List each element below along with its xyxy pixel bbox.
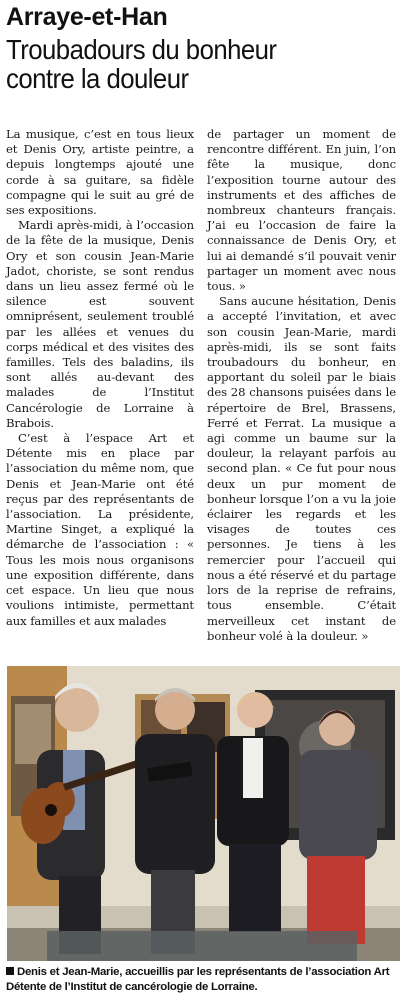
caption-text: Denis et Jean-Marie, accueillis par les représentants de l’association Art Détente de l’Institut de cancérologie de Lorraine. [6,966,390,993]
article-kicker: Arraye-et-Han [6,3,168,31]
paragraph: Mardi après-midi, à l’occasion de la fête de la musique, Denis Ory et son cousin Jean-Marie Jadot, choriste, se sont rendus dans un lieu assez fermé où le silence est souvent omniprésent, seulement troublé par les allées et venues du corps médical et des visites des familles. Tels des baladins, ils sont allés au-devant des malades de l’Institut Cancérologie de Lorraine à Brabois. [6,218,194,430]
photo-caption [6,965,402,994]
caption-square-icon [6,967,14,975]
article-photo [7,666,400,961]
headline-line-1: Troubadours du bonheur [6,34,277,65]
paragraph: Sans aucune hésitation, Denis a accepté l’invitation, et avec son cousin Jean-Marie, mardi après-midi, ils se sont faits troubadours du bonheur, en apportant du soleil par le biais des 28 chansons puisées dans le répertoire de Brel, Brassens, Ferré et Ferrat. La musique a agi comme un baume sur la douleur, la relayant parfois au second plan. « Ce fut pour nous deux un pur moment de bonheur lorsque l’on a vu la joie éclairer les regards et les visages de toutes ces personnes. Je tiens à les remercier pour l’accueil qui nous a été réservé et du partage lors de la reprise de refrains, tous ensemble. C’était merveilleux cet instant de bonheur volé à la douleur. » [207,294,396,643]
article-headline [6,35,369,93]
article-column-1 [6,127,194,629]
paragraph: La musique, c’est en tous lieux et Denis Ory, artiste peintre, a depuis longtemps ajouté une corde à sa guitare, sa fidèle compagne qui le suit au gré de ses expositions. [6,127,194,218]
paragraph: de partager un moment de rencontre différent. En juin, l’on fête la musique, donc l’exposition tourne autour des instruments et des affiches de nombreux chanteurs français. J’ai eu l’occasion de faire la connaissance de Denis Ory, et lui ai demandé s’il pouvait venir partager un moment avec nous tous. » [207,127,396,294]
headline-line-2: contre la douleur [6,63,189,94]
article-column-2 [207,127,396,644]
paragraph: C’est à l’espace Art et Détente mis en place par l’association du même nom, que Denis et Jean-Marie ont été reçus par des représentants de l’association. La présidente, Martine Singet, a expliqué la démarche de l’association : « Tous les mois nous organisons une exposition différente, dans cet espace. Un lieu que nous voulions intimiste, permettant aux familles et aux malades [6,431,194,628]
